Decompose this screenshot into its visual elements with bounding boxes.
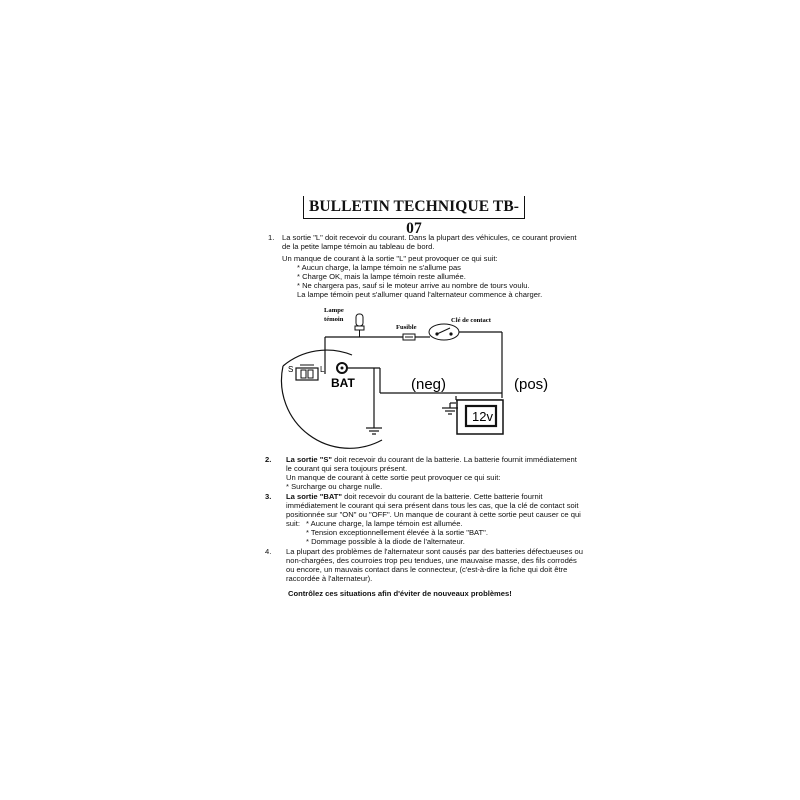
item3-bullet-1: * Aucune charge, la lampe témoin est allumée. <box>306 519 463 528</box>
item1-line-1: La sortie "L" doit recevoir du courant. Dans la plupart des véhicules, ce courant provient <box>282 233 577 242</box>
item1-bullet-3: * Ne chargera pas, sauf si le moteur arrive au nombre de tours voulu. <box>297 281 530 290</box>
item3-bold: La sortie "BAT" <box>286 492 343 501</box>
item2-bullet: * Surcharge ou charge nulle. <box>286 482 383 491</box>
fuse-icon <box>403 334 415 340</box>
ignition-key-icon <box>429 324 459 340</box>
item3-suit-label: suit: <box>286 519 300 528</box>
item3-bullet-3: * Dommage possible à la diode de l'alternateur. <box>306 537 465 546</box>
page-title: BULLETIN TECHNIQUE TB-07 <box>308 198 520 237</box>
lamp-label-2: témoin <box>324 316 344 323</box>
terminal-s-label: S <box>288 365 294 374</box>
positive-label: (pos) <box>514 376 549 393</box>
item3-line-3: positionnée sur "ON" ou "OFF". Un manque de courant à cette sortie peut causer ce qui <box>286 510 581 519</box>
item3-line-2: immédiatement le courant qui sera présent dans tous les cas, que la clé de contact soit <box>286 501 579 510</box>
battery-ground-icon <box>442 408 458 414</box>
item4-line-4: raccordée à l'alternateur). <box>286 574 373 583</box>
ground-icon <box>366 428 382 434</box>
item3-line-1 <box>286 492 543 501</box>
wiring-diagram <box>270 300 549 450</box>
terminal-bat-label: BAT <box>331 376 355 390</box>
item2-bold: La sortie "S" <box>286 455 333 464</box>
item4-number: 4. <box>265 547 272 556</box>
item2-line-1 <box>286 455 577 464</box>
item3-bullet-2: * Tension exceptionnellement élevée à la sortie "BAT". <box>306 528 488 537</box>
item2-line-3: Un manque de courant à cette sortie peut provoquer ce qui suit: <box>286 473 501 482</box>
item2-line-1-rest: doit recevoir du courant de la batterie. La batterie fournit immédiatement <box>332 455 577 464</box>
battery-voltage-label: 12v <box>472 409 493 424</box>
item3-number: 3. <box>265 492 272 501</box>
item4-line-1: La plupart des problèmes de l'alternateur sont causés par des batteries défectueuses ou <box>286 547 583 556</box>
item1-bullet-2: * Charge OK, mais la lampe témoin reste allumée. <box>297 272 466 281</box>
item1-number: 1. <box>268 233 275 242</box>
item1-note: La lampe témoin peut s'allumer quand l'alternateur commence à charger. <box>297 290 543 299</box>
item2-number: 2. <box>265 455 272 464</box>
negative-label: (neg) <box>411 376 447 393</box>
item4-line-2: non-chargées, des courroies trop peu tendues, une mauvaise masse, des fils corrodés <box>286 556 577 565</box>
item2-line-2: le courant qui sera toujours présent. <box>286 464 408 473</box>
title-box <box>303 196 525 237</box>
key-label: Clé de contact <box>451 317 491 324</box>
item3-line-1-rest: doit recevoir du courant de la batterie. Cette batterie fournit <box>342 492 543 501</box>
lamp-label-1: Lampe <box>324 307 344 314</box>
connector-plug-icon <box>296 365 318 380</box>
lamp-icon <box>355 314 364 337</box>
item1-line-2: de la petite lampe témoin au tableau de bord. <box>282 242 435 251</box>
item1-bullet-1: * Aucun charge, la lampe témoin ne s'allume pas <box>297 263 461 272</box>
item1-sub-intro: Un manque de courant à la sortie "L" peut provoquer ce qui suit: <box>282 254 498 263</box>
fuse-label: Fusible <box>396 324 417 331</box>
closing-statement: Contrôlez ces situations afin d'éviter de nouveaux problèmes! <box>288 589 512 598</box>
terminal-l-label: L <box>320 365 325 374</box>
item4-line-3: ou encore, un mauvais contact dans le connecteur, (c'est-à-dire la fiche qui doit être <box>286 565 568 574</box>
